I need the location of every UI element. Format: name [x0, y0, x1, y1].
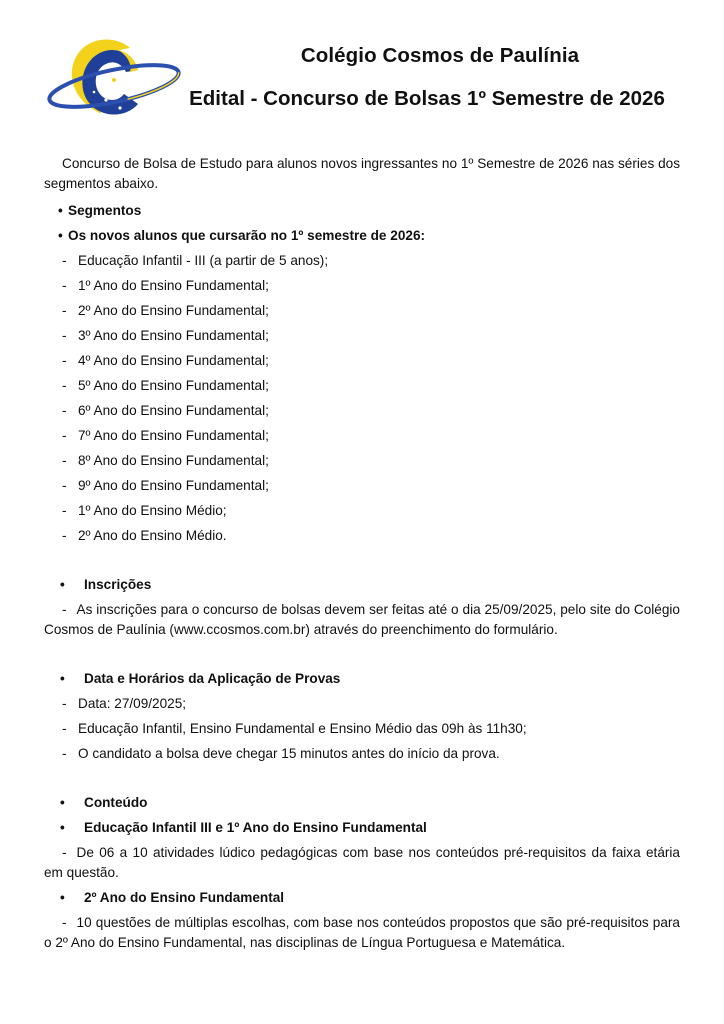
section-heading-segmentos: • Segmentos [44, 201, 680, 221]
school-name: Colégio Cosmos de Paulínia [300, 44, 580, 67]
bullet-icon: • [60, 820, 65, 835]
list-item: - Educação Infantil - III (a partir de 5 anos); [44, 251, 680, 271]
provas-list [44, 694, 680, 764]
bullet-icon: • [60, 795, 65, 810]
list-item: - 9º Ano do Ensino Fundamental; [44, 476, 680, 496]
dash-icon: - [62, 915, 67, 930]
conteudo-subheading: • Educação Infantil III e 1º Ano do Ensino Fundamental [44, 818, 680, 838]
list-item: - 5º Ano do Ensino Fundamental; [44, 376, 680, 396]
conteudo-text: - De 06 a 10 atividades lúdico pedagógicas com base nos conteúdos pré-requisitos da faixa etária em questão. [44, 845, 680, 880]
document-body [44, 154, 680, 953]
bullet-icon: • [58, 228, 63, 243]
list-item: - 4º Ano do Ensino Fundamental; [44, 351, 680, 371]
list-item: - O candidato a bolsa deve chegar 15 minutos antes do início da prova. [44, 744, 680, 764]
section-heading-provas: • Data e Horários da Aplicação de Provas [44, 669, 680, 689]
dash-icon: - [62, 278, 67, 293]
list-item: - 6º Ano do Ensino Fundamental; [44, 401, 680, 421]
dash-icon: - [62, 845, 67, 860]
document-title: Edital - Concurso de Bolsas 1º Semestre de 2026 [189, 87, 665, 110]
dash-icon: - [62, 696, 67, 711]
dash-icon: - [62, 721, 67, 736]
dash-icon: - [62, 453, 67, 468]
inscricoes-text: - As inscrições para o concurso de bolsas devem ser feitas até o dia 25/09/2025, pelo site do Colégio Cosmos de Paulínia (www.ccosmos.com.br) através do preenchimento do formulário. [44, 602, 680, 637]
section-heading-inscricoes: • Inscrições [44, 575, 680, 595]
list-item: - Educação Infantil, Ensino Fundamental e Ensino Médio das 09h às 11h30; [44, 719, 680, 739]
dash-icon: - [62, 303, 67, 318]
bullet-icon: • [60, 890, 65, 905]
dash-icon: - [62, 428, 67, 443]
colegio-cosmos-logo-icon [42, 30, 182, 130]
list-item: - 2º Ano do Ensino Fundamental; [44, 301, 680, 321]
bullet-icon: • [60, 671, 65, 686]
dash-icon: - [62, 378, 67, 393]
dash-icon: - [62, 528, 67, 543]
dash-icon: - [62, 353, 67, 368]
bullet-icon: • [58, 203, 63, 218]
list-item: - 1º Ano do Ensino Médio; [44, 501, 680, 521]
dash-icon: - [62, 478, 67, 493]
dash-icon: - [62, 328, 67, 343]
dash-icon: - [62, 746, 67, 761]
section-heading-conteudo: • Conteúdo [44, 793, 680, 813]
intro-paragraph: Concurso de Bolsa de Estudo para alunos novos ingressantes no 1º Semestre de 2026 nas séries dos segmentos abaixo. [44, 156, 680, 191]
segmentos-subheading: • Os novos alunos que cursarão no 1º semestre de 2026: [44, 226, 680, 246]
conteudo-text: - 10 questões de múltiplas escolhas, com base nos conteúdos propostos que são pré-requisitos para o 2º Ano do Ensino Fundamental, nas disciplinas de Língua Portuguesa e Matemática. [44, 915, 680, 950]
list-item: - 2º Ano do Ensino Médio. [44, 526, 680, 546]
list-item: - 3º Ano do Ensino Fundamental; [44, 326, 680, 346]
dash-icon: - [62, 403, 67, 418]
list-item: - 7º Ano do Ensino Fundamental; [44, 426, 680, 446]
list-item: - 1º Ano do Ensino Fundamental; [44, 276, 680, 296]
list-item: - 8º Ano do Ensino Fundamental; [44, 451, 680, 471]
dash-icon: - [62, 602, 67, 617]
bullet-icon: • [60, 577, 65, 592]
segmentos-list [44, 251, 680, 546]
conteudo-subheading: • 2º Ano do Ensino Fundamental [44, 888, 680, 908]
dash-icon: - [62, 503, 67, 518]
dash-icon: - [62, 253, 67, 268]
list-item: - Data: 27/09/2025; [44, 694, 680, 714]
